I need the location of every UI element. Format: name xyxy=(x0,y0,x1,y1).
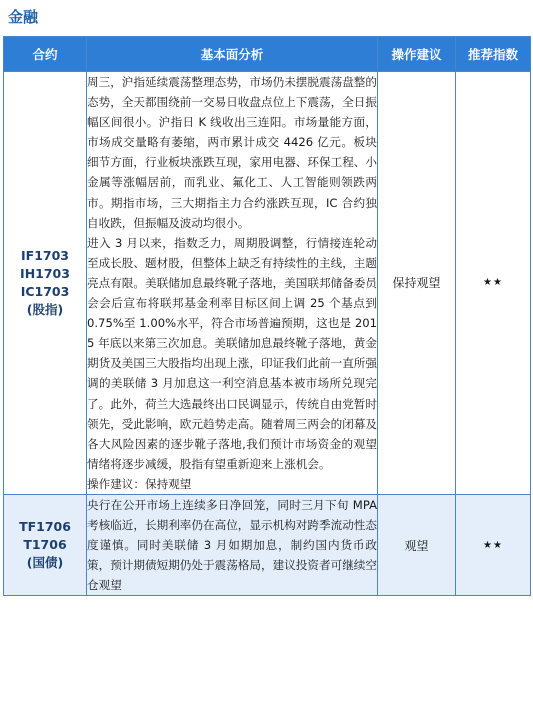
futures-analysis-table xyxy=(3,36,531,596)
table-header-row xyxy=(4,37,531,72)
header-advice: 操作建议 xyxy=(378,37,456,72)
contract-code: IC1703 xyxy=(20,283,70,299)
section-title: 金融 xyxy=(8,8,39,26)
advice-cell: 观望 xyxy=(378,494,456,595)
header-rating: 推荐指数 xyxy=(456,37,531,72)
advice-cell: 保持观望 xyxy=(378,72,456,495)
contract-category: (国债) xyxy=(26,555,64,571)
table-row-treasury xyxy=(4,494,531,595)
contract-cell xyxy=(4,72,87,495)
header-contract: 合约 xyxy=(4,37,87,72)
contract-category: (股指) xyxy=(26,301,64,317)
header-analysis: 基本面分析 xyxy=(87,37,378,72)
rating-stars: ★★ xyxy=(456,72,531,495)
contract-code: TF1706 xyxy=(19,519,71,535)
contract-code: IF1703 xyxy=(21,247,69,263)
contract-cell xyxy=(4,494,87,595)
rating-stars: ★★ xyxy=(456,494,531,595)
analysis-cell: 周三，沪指延续震荡整理态势，市场仍未摆脱震荡盘整的态势，全天都围绕前一交易日收盘点位上下震荡，全日振幅区间很小。沪指日 K 线收出三连阳。市场量能方面，市场成交量略有萎缩，两市累计成交 4426 亿元。板块细节方面，行业板块涨跌互现，家用电器、环保工程、小金属等涨幅居前，而乳业、氟化工、人工智能则领跌两市。期指市场，三大期指主力合约涨跌互现，IC 合约独自收跌，但振幅及波动均很小。 进入 3 月以来，指数乏力，周期股调整，行情接连轮动至成长股、题材股，但整体上缺乏有持续性的主线，主题亮点有限。美联储加息最终靴子落地，美国联邦储备委员会会后宣布将联邦基金利率目标区间上调 25 个基点到 0.75%至 1.00%水平，符合市场普遍预期，这也是 2015 年底以来第三次加息。美联储加息最终靴子落地，黄金期货及美国三大股指均出现上涨，印证我们此前一直所强调的美联储 3 月加息这一利空消息基本被市场所兑现完了。此外，荷兰大选最终出口民调显示，传统自由党暂时领先，受此影响，欧元趋势走高。随着周三两会的闭幕及各大风险因素的逐步靴子落地,我们预计市场资金的观望情绪将逐步减缓，股指有望重新迎来上涨机会。 操作建议：保持观望 xyxy=(87,72,378,495)
contract-code: IH1703 xyxy=(20,265,70,281)
table-row-stock-index xyxy=(4,72,531,495)
contract-code: T1706 xyxy=(23,537,67,553)
analysis-cell: 央行在公开市场上连续多日净回笼，同时三月下旬 MPA 考核临近，长期利率仍在高位，显示机构对跨季流动性态度谨慎。同时美联储 3 月如期加息，制约国内货币政策，预计期债短期仍处于震荡格局，建议投资者可继续空仓观望 xyxy=(87,494,378,595)
